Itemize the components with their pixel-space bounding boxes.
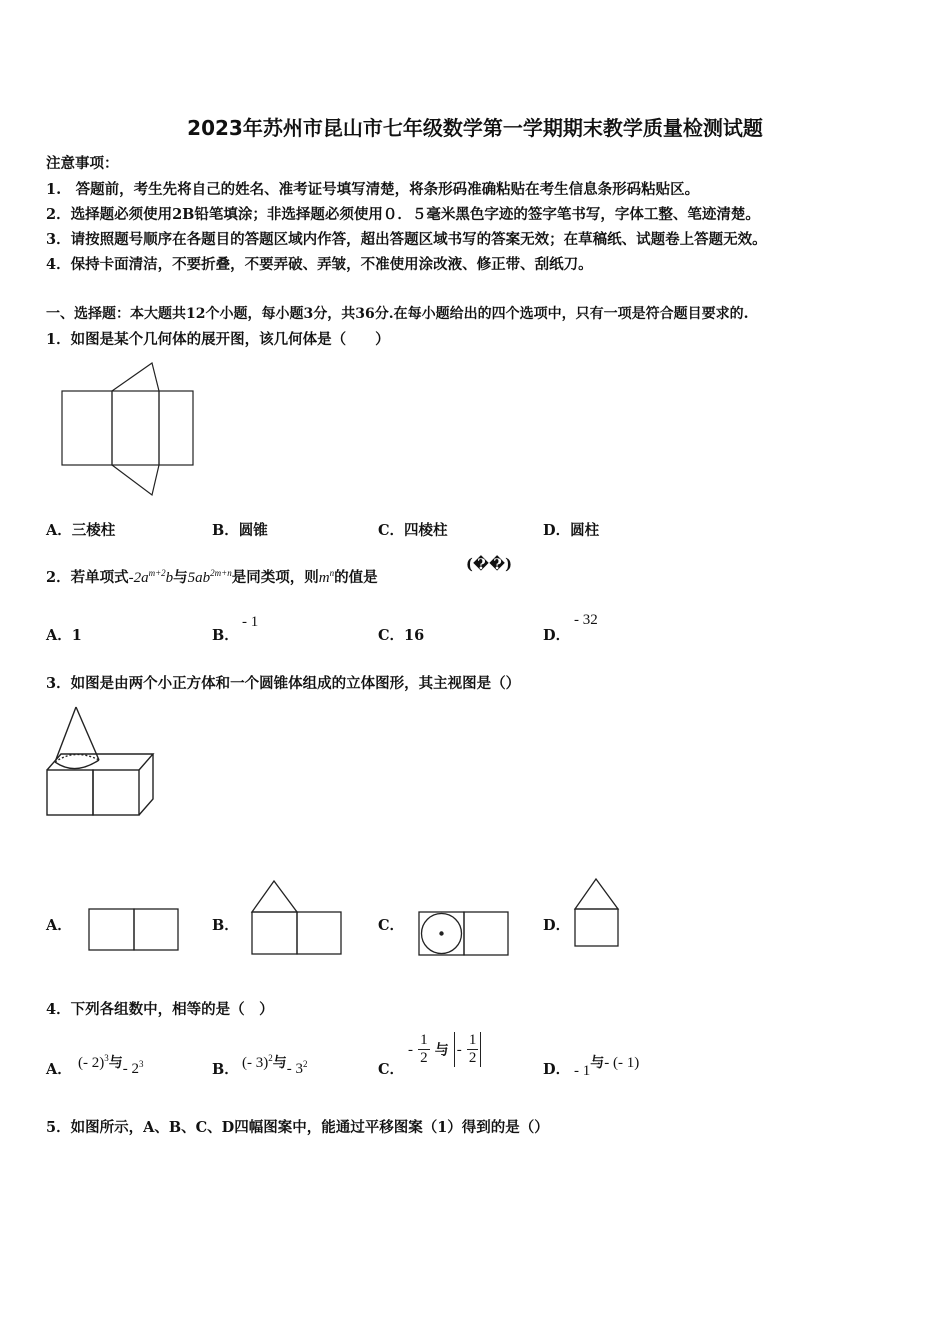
- section-heading: 一、选择题：本大题共12个小题，每小题3分，共36分.在每小题给出的四个选项中，只有一项是符合题目要求的.: [46, 306, 749, 322]
- q4-option-d[interactable]: D．: [543, 1061, 571, 1078]
- q2-option-b-value: - 1: [242, 614, 259, 630]
- notice-item: 1. 答题前，考生先将自己的姓名、准考证号填写清楚，将条形码准确粘贴在考生信息条形码粘贴区。: [46, 181, 700, 198]
- solid-figure: [45, 704, 157, 818]
- q1-option-b[interactable]: B．圆锥: [212, 522, 268, 539]
- q3-option-d[interactable]: D．: [543, 917, 571, 934]
- q2-expr-2: $5ab^{2m+n}$: [187, 568, 232, 586]
- q4-option-b[interactable]: B．: [212, 1061, 239, 1078]
- q3-option-a[interactable]: A．: [46, 917, 72, 934]
- notice-item: 3．请按照题号顺序在各题目的答题区域内作答，超出答题区域书写的答案无效；在草稿纸、试题卷上答题无效。: [46, 231, 767, 248]
- q3-option-c[interactable]: C．: [378, 917, 405, 934]
- question-2-stem: 2．若单项式$-2a^{m+2}b$与$5ab^{2m+n}$是同类项，则$m^n$的值是: [46, 568, 378, 586]
- question-5-stem: 5．如图所示，A、B、C、D四幅图案中，能通过平移图案（1）得到的是（）: [46, 1119, 549, 1136]
- q2-option-d[interactable]: D．: [543, 627, 571, 644]
- q4-option-a-expr: (- 2)$^3$与- $2^3$: [78, 1053, 144, 1077]
- question-4-stem: 4．下列各组数中，相等的是（ ）: [46, 1001, 274, 1018]
- notice-item: 4．保持卡面清洁，不要折叠，不要弄破、弄皱，不准使用涂改液、修正带、刮纸刀。: [46, 256, 593, 273]
- net-figure: [60, 360, 200, 500]
- q4-option-d-expr: - 1与- (- 1): [574, 1055, 640, 1079]
- q2-option-c[interactable]: C．16: [378, 627, 425, 644]
- q3-option-b[interactable]: B．: [212, 917, 239, 934]
- q4-option-a[interactable]: A．: [46, 1061, 72, 1078]
- q4-option-c-expr: - $\frac{1}{2}$ 与 - $\frac{1}{2}$: [408, 1032, 481, 1067]
- question-3-stem: 3．如图是由两个小正方体和一个圆锥体组成的立体图形，其主视图是（）: [46, 675, 521, 692]
- q1-option-a[interactable]: A．三棱柱: [46, 522, 116, 539]
- q4-option-c[interactable]: C．: [378, 1061, 405, 1078]
- q2-expr-3: $m^n$: [318, 568, 335, 586]
- q1-option-c[interactable]: C．四棱柱: [378, 522, 448, 539]
- q4-option-b-expr: (- 3)$^2$与- $3^2$: [242, 1053, 308, 1077]
- q3-option-c-figure[interactable]: [416, 909, 511, 957]
- notice-item: 2．选择题必须使用2B铅笔填涂；非选择题必须使用０．５毫米黑色字迹的签字笔书写，字体工整、笔迹清楚。: [46, 206, 760, 223]
- q2-option-b[interactable]: B．: [212, 627, 239, 644]
- page-title: 2023年苏州市昆山市七年级数学第一学期期末教学质量检测试题: [187, 116, 763, 140]
- q3-option-a-figure[interactable]: [86, 906, 181, 954]
- question-1-stem: 1．如图是某个几何体的展开图，该几何体是（ ）: [46, 331, 390, 348]
- q2-answer-paren: (��): [466, 556, 513, 573]
- q2-option-d-value: - 32: [574, 612, 598, 628]
- q1-option-d[interactable]: D．圆柱: [543, 522, 600, 539]
- q3-option-d-figure[interactable]: [572, 876, 624, 950]
- q2-expr-1: $-2a^{m+2}b$: [128, 568, 174, 586]
- q2-option-a[interactable]: A．1: [46, 627, 82, 644]
- notice-heading: 注意事项：: [46, 155, 119, 172]
- q3-option-b-figure[interactable]: [249, 878, 344, 958]
